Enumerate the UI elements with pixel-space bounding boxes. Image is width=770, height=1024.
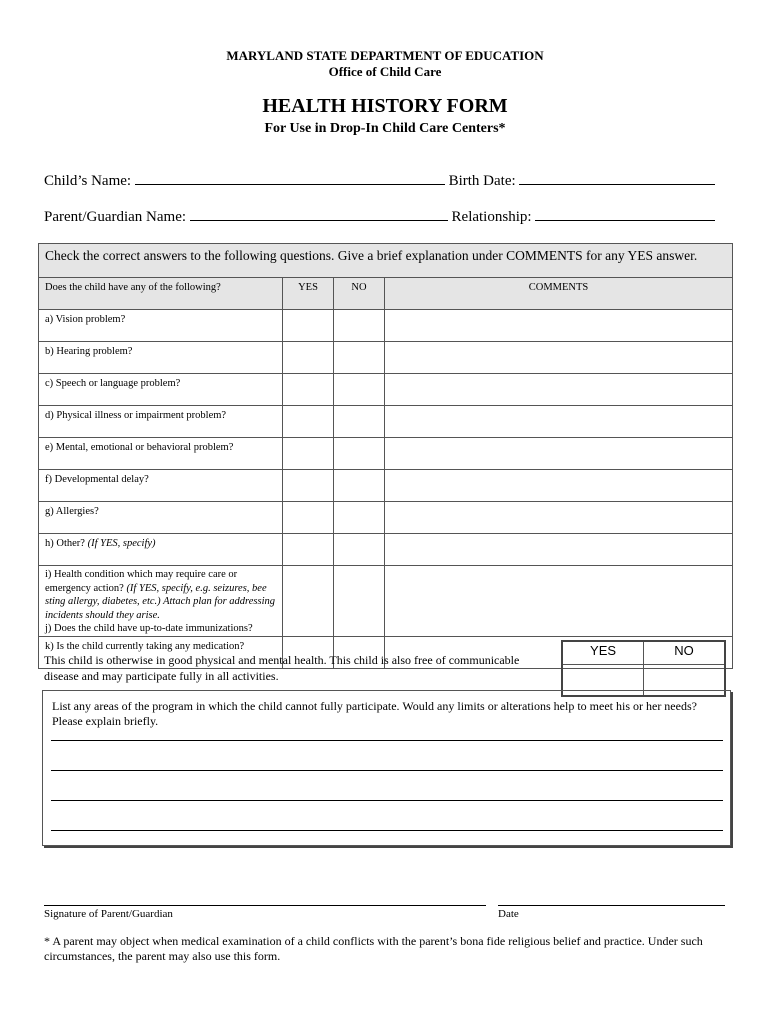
limits-instructions: List any areas of the program in which the child cannot fully participate. Would any limits or alterations help to meet his or her needs? Please explain briefly. [52,699,697,728]
no-cell[interactable] [334,406,385,438]
table-row [39,342,733,374]
health-no-label: NO [644,641,725,665]
form-title: HEALTH HISTORY FORM [262,95,508,117]
questions-table [38,243,733,669]
comments-cell[interactable] [385,438,733,470]
question-text: j) Does the child have up-to-date immunizations? [45,623,253,634]
limits-answer-line-1[interactable] [51,739,723,741]
parent-name-field[interactable] [190,219,448,221]
question-text: g) Allergies? [39,502,283,534]
limits-answer-line-2[interactable] [51,769,723,771]
question-text: i) Health condition which may require care or emergency action? [45,569,238,594]
child-name-label: Child’s Name: [44,173,132,189]
question-text: d) Physical illness or impairment problem? [39,406,283,438]
health-statement: This child is otherwise in good physical and mental health. This child is also free of communicable disease and may participate fully in all activities. [44,653,520,683]
birth-date-field[interactable] [519,183,715,185]
yes-cell[interactable] [283,566,334,637]
table-header-row [39,278,733,310]
table-row [39,470,733,502]
relationship-label: Relationship: [451,209,532,225]
health-yes-no-table [561,640,726,697]
question-text: a) Vision problem? [39,310,283,342]
signature-label: Signature of Parent/Guardian [44,908,173,920]
date-label: Date [498,908,519,920]
table-row [39,374,733,406]
form-subtitle: For Use in Drop-In Child Care Centers* [264,121,506,136]
agency-name: MARYLAND STATE DEPARTMENT OF EDUCATION [226,48,544,63]
question-text: b) Hearing problem? [39,342,283,374]
table-row [39,406,733,438]
yes-cell[interactable] [283,406,334,438]
parent-info-row [44,209,715,226]
header-yes: YES [283,278,334,310]
limits-box [42,690,731,846]
limits-answer-line-4[interactable] [51,829,723,831]
table-row [39,502,733,534]
child-info-row [44,173,715,190]
comments-cell[interactable] [385,406,733,438]
yes-cell[interactable] [283,502,334,534]
question-text: e) Mental, emotional or behavioral problem? [39,438,283,470]
question-note: (If YES, specify) [87,538,156,549]
no-cell[interactable] [334,374,385,406]
question-text: k) Is the child currently taking any medication? [39,636,283,668]
no-cell[interactable] [334,534,385,566]
comments-cell[interactable] [385,534,733,566]
header-question: Does the child have any of the following? [39,278,283,310]
question-cell [39,534,283,566]
limits-answer-line-3[interactable] [51,799,723,801]
child-name-field[interactable] [135,183,445,185]
no-cell[interactable] [334,502,385,534]
parent-name-label: Parent/Guardian Name: [44,209,187,225]
question-cell [39,566,283,637]
question-note: (If YES, specify, e.g. seizures, bee sting allergy, diabetes, etc.) Attach plan for addressing incidents should they arise. [45,582,276,621]
question-text: c) Speech or language problem? [39,374,283,406]
relationship-field[interactable] [535,219,715,221]
yes-cell[interactable] [283,534,334,566]
header-comments: COMMENTS [385,278,733,310]
comments-cell[interactable] [385,470,733,502]
yes-cell[interactable] [283,310,334,342]
table-row [39,566,733,637]
instructions: Check the correct answers to the following questions. Give a brief explanation under COMMENTS for any YES answer. [39,244,733,278]
comments-cell[interactable] [385,502,733,534]
header-no: NO [334,278,385,310]
table-row [39,310,733,342]
date-line[interactable] [498,904,725,906]
no-cell[interactable] [334,438,385,470]
office-name: Office of Child Care [328,64,442,79]
comments-cell[interactable] [385,342,733,374]
parent-signature-line[interactable] [44,904,486,906]
yes-cell[interactable] [283,374,334,406]
footnote: * A parent may object when medical examination of a child conflicts with the parent’s bona fide religious belief and practice. Under such circumstances, the parent may also use this form. [44,934,703,963]
no-cell[interactable] [334,310,385,342]
comments-cell[interactable] [385,310,733,342]
health-yes-label: YES [562,641,644,665]
question-text: f) Developmental delay? [39,470,283,502]
no-cell[interactable] [334,470,385,502]
table-row [39,438,733,470]
yes-cell[interactable] [283,342,334,374]
comments-cell[interactable] [385,566,733,637]
yes-cell[interactable] [283,470,334,502]
yes-cell[interactable] [283,438,334,470]
birth-date-label: Birth Date: [448,173,516,189]
no-cell[interactable] [334,342,385,374]
comments-cell[interactable] [385,374,733,406]
table-row [39,534,733,566]
question-text: h) Other? [45,538,85,549]
no-cell[interactable] [334,566,385,637]
